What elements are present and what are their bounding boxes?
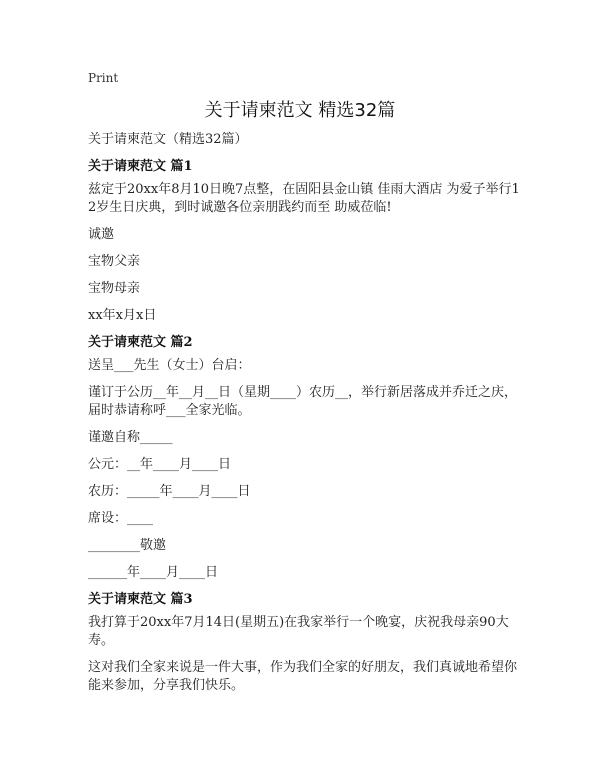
paragraph: 公元：__年____月____日 — [88, 457, 232, 472]
paragraph: 这对我们全家来说是一件大事，作为我们全家的好朋友，我们真诚地希望你能来参加，分享我们快乐。 — [88, 660, 518, 693]
paragraph: 谨邀自称_____ — [88, 430, 173, 445]
paragraph: 谨订于公历__年__月__日（星期____）农历__，举行新居落成并乔迁之庆，届时恭请称呼___全家光临。 — [88, 385, 518, 418]
paragraph: 我打算于20xx年7月14日(星期五)在我家举行一个晚宴，庆祝我母亲90大寿。 — [88, 615, 509, 648]
print-link[interactable]: Print — [88, 71, 119, 85]
document-title: 关于请柬范文 精选32篇 — [204, 100, 396, 121]
paragraph: 送呈___先生（女士）台启： — [88, 358, 251, 373]
document-body — [88, 131, 528, 704]
paragraph: xx年x月x日 — [88, 308, 157, 323]
paragraph: 诚邀 — [88, 227, 115, 242]
section-heading: 关于请柬范文 篇1 — [88, 159, 193, 174]
paragraph: ______年____月____日 — [88, 565, 219, 580]
paragraph: 宝物母亲 — [88, 281, 141, 296]
section-heading: 关于请柬范文 篇3 — [88, 592, 193, 607]
paragraph: 席设：____ — [88, 511, 154, 526]
paragraph: 兹定于20xx年8月10日晚7点整，在固阳县金山镇 佳雨大酒店 为爱子举行12岁生日庆典，到时诚邀各位亲朋践约而至 助威莅临! — [88, 182, 520, 215]
paragraph: ________敬邀 — [88, 538, 167, 553]
section-heading: 关于请柬范文 篇2 — [88, 335, 193, 350]
paragraph: 宝物父亲 — [88, 254, 141, 269]
document-subtitle: 关于请柬范文（精选32篇） — [88, 132, 248, 147]
paragraph: 农历：_____年____月____日 — [88, 484, 251, 499]
